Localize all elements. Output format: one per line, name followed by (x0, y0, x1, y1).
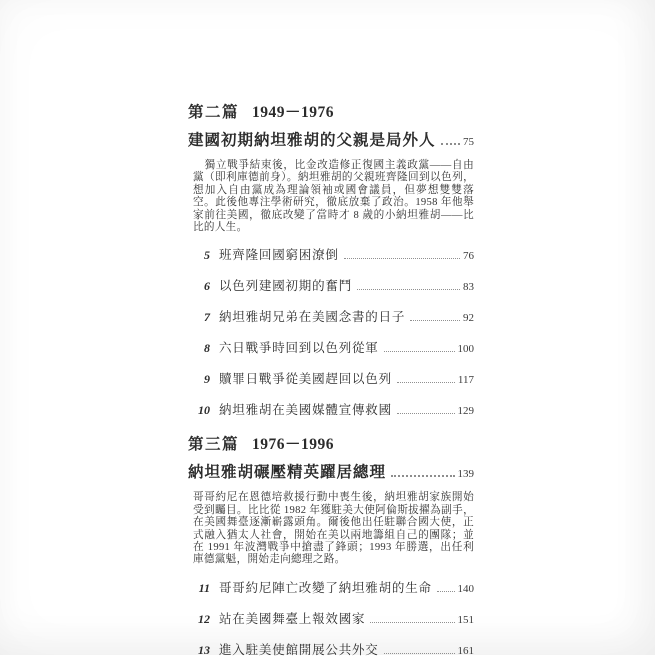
chapter-page-number: 92 (463, 312, 474, 325)
part2-summary: 獨立戰爭結束後，比金改造修正復國主義政黨——自由黨（即利庫德前身）。納坦雅胡的父親班齊隆回到以色列，想加入自由黨成為理論領袖或國會議員，但夢想雙雙落空。此後他專注學術研究，徹底放棄了政治。1958 年他舉家前往美國，徹底改變了當時才 8 歲的小納坦雅胡——比比的人生。 (193, 160, 474, 234)
chapter-number: 13 (198, 642, 210, 657)
chapter-page-number: 129 (457, 405, 474, 418)
toc-entry (188, 369, 474, 387)
chapter-number: 9 (204, 372, 210, 387)
part3-title: 納坦雅胡碾壓精英躍居總理 (188, 464, 387, 482)
part3-header (188, 432, 474, 454)
chapter-title: 進入駐美使館開展公共外交 (219, 642, 379, 657)
chapter-number: 11 (198, 580, 210, 595)
chapter-number: 6 (204, 279, 210, 294)
toc-entry (188, 338, 474, 356)
chapter-page-number: 151 (457, 613, 474, 626)
chapter-number: 10 (198, 403, 210, 418)
part2-label: 第二篇 (188, 104, 240, 121)
part2-page-number: 75 (463, 136, 474, 148)
toc-section-part3 (188, 432, 474, 657)
chapter-title: 六日戰爭時回到以色列從軍 (219, 341, 379, 356)
chapter-page-number: 117 (457, 374, 474, 387)
part2-header (188, 100, 474, 122)
toc-entry (188, 640, 474, 658)
part2-title: 建國初期納坦雅胡的父親是局外人 (188, 132, 436, 149)
chapter-title: 班齊隆回國窮困潦倒 (219, 248, 339, 263)
chapter-page-number: 76 (463, 250, 474, 263)
dot-leader (391, 475, 454, 477)
part3-label: 第三篇 (188, 436, 240, 454)
chapter-number: 7 (204, 310, 210, 325)
toc-entry (188, 578, 474, 596)
toc-entry (188, 307, 474, 325)
chapter-title: 納坦雅胡兄弟在美國念書的日子 (219, 310, 406, 325)
part3-title-row (188, 460, 474, 482)
part2-chapter-list (188, 245, 474, 418)
table-of-contents (188, 100, 474, 672)
chapter-page-number: 161 (457, 644, 474, 657)
part3-summary: 哥哥約尼在恩德培救援行動中喪生後，納坦雅胡家族開始受到矚目。比比從 1982 年獲駐美大使阿倫斯拔擢為副手，在美國舞臺逐漸嶄露頭角。爾後他出任駐聯合國大使，正式融入猶太人社會，開始在美以兩地籌組自己的團隊；並在 1991 年波灣戰爭中搶盡了鋒頭；1993 年勝選，出任利庫德黨魁，開始走向總理之路。 (193, 492, 474, 566)
dot-leader (384, 351, 455, 352)
chapter-title: 站在美國舞臺上報效國家 (219, 611, 366, 626)
dot-leader (370, 622, 454, 623)
part3-page-number: 139 (457, 468, 474, 481)
chapter-page-number: 140 (457, 582, 474, 595)
toc-section-part2 (188, 100, 474, 418)
dot-leader (437, 591, 455, 592)
dot-leader (397, 382, 455, 383)
chapter-title: 納坦雅胡在美國媒體宣傳救國 (219, 403, 392, 418)
part2-years: 1949－1976 (252, 104, 335, 121)
part2-title-row (188, 128, 474, 150)
chapter-number: 12 (198, 611, 210, 626)
chapter-number: 8 (204, 341, 210, 356)
chapter-page-number: 100 (457, 343, 474, 356)
toc-entry (188, 276, 474, 294)
dot-leader (384, 653, 455, 654)
dot-leader (357, 289, 460, 290)
chapter-number: 5 (204, 248, 210, 263)
chapter-title: 贖罪日戰爭從美國趕回以色列 (219, 372, 392, 387)
part3-years: 1976－1996 (252, 436, 335, 454)
chapter-page-number: 83 (463, 281, 474, 294)
toc-entry (188, 245, 474, 263)
dot-leader (344, 258, 460, 259)
dot-leader (397, 413, 455, 414)
chapter-title: 以色列建國初期的奮鬥 (219, 279, 353, 294)
toc-entry (188, 400, 474, 418)
dot-leader (441, 143, 460, 145)
dot-leader (410, 320, 460, 321)
part3-chapter-list (188, 578, 474, 658)
chapter-title: 哥哥約尼陣亡改變了納坦雅胡的生命 (219, 580, 432, 595)
toc-entry (188, 609, 474, 627)
